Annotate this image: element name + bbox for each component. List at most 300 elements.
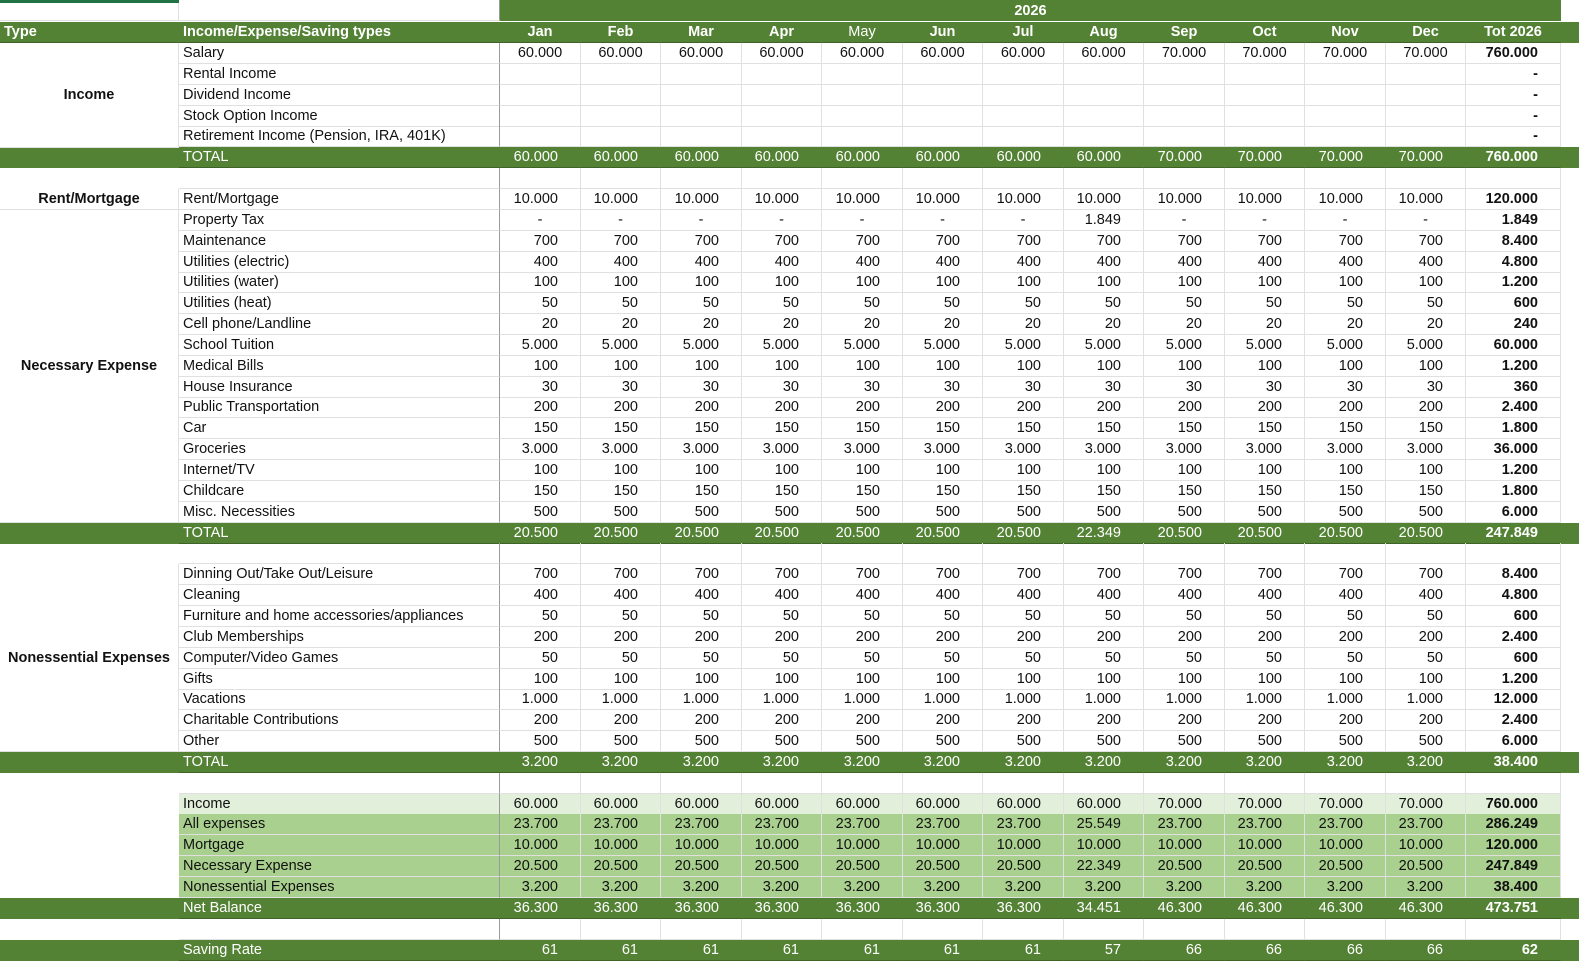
value-cell[interactable]: 100 [1225, 356, 1305, 377]
value-cell[interactable]: - [983, 210, 1064, 231]
value-cell[interactable]: 66 [1305, 940, 1386, 961]
value-cell[interactable]: 5.000 [1064, 335, 1144, 356]
value-cell[interactable]: 200 [742, 710, 822, 731]
value-cell[interactable]: 200 [1064, 710, 1144, 731]
row-total-cell[interactable]: 38.400 [1466, 752, 1561, 773]
value-cell[interactable]: 10.000 [1064, 189, 1144, 210]
value-cell[interactable]: 20 [1064, 314, 1144, 335]
value-cell[interactable] [1064, 64, 1144, 85]
value-cell[interactable]: 30 [983, 377, 1064, 398]
row-label[interactable]: Furniture and home accessories/appliances [179, 606, 500, 627]
value-cell[interactable]: 700 [661, 564, 742, 585]
value-cell[interactable]: 50 [581, 648, 661, 669]
value-cell[interactable]: 61 [742, 940, 822, 961]
value-cell[interactable]: 3.200 [742, 752, 822, 773]
value-cell[interactable]: 500 [983, 502, 1064, 523]
value-cell[interactable] [1225, 126, 1305, 147]
value-cell[interactable]: 200 [903, 627, 983, 648]
value-cell[interactable]: 400 [1144, 585, 1225, 606]
value-cell[interactable]: 20.500 [903, 523, 983, 544]
year-header[interactable]: 2026 [500, 0, 1561, 21]
row-total-cell[interactable]: 600 [1466, 293, 1561, 314]
month-header-nov[interactable]: Nov [1305, 22, 1386, 43]
total-header[interactable]: Tot 2026 [1466, 22, 1561, 43]
row-total-cell[interactable] [1466, 919, 1561, 940]
value-cell[interactable]: 150 [1144, 481, 1225, 502]
value-cell[interactable]: 500 [581, 731, 661, 752]
row-label[interactable]: Mortgage [179, 835, 500, 856]
value-cell[interactable]: 3.200 [903, 877, 983, 898]
value-cell[interactable]: 100 [1144, 356, 1225, 377]
row-total-cell[interactable]: 247.849 [1466, 523, 1561, 544]
value-cell[interactable]: 23.700 [661, 814, 742, 835]
row-label[interactable]: Childcare [179, 481, 500, 502]
value-cell[interactable]: 100 [661, 669, 742, 690]
value-cell[interactable]: 36.300 [742, 898, 822, 919]
value-cell[interactable] [500, 85, 581, 106]
value-cell[interactable]: 150 [903, 418, 983, 439]
value-cell[interactable]: 30 [1386, 377, 1466, 398]
label-header[interactable]: Income/Expense/Saving types [179, 22, 500, 43]
row-total-cell[interactable]: - [1466, 126, 1561, 147]
value-cell[interactable]: 150 [983, 418, 1064, 439]
row-label[interactable]: School Tuition [179, 335, 500, 356]
value-cell[interactable] [1225, 919, 1305, 940]
value-cell[interactable]: - [500, 210, 581, 231]
value-cell[interactable]: 1.000 [742, 689, 822, 710]
value-cell[interactable]: 70.000 [1305, 794, 1386, 815]
value-cell[interactable]: 400 [1386, 252, 1466, 273]
value-cell[interactable]: - [1386, 210, 1466, 231]
value-cell[interactable]: 150 [661, 418, 742, 439]
value-cell[interactable]: 500 [1386, 731, 1466, 752]
value-cell[interactable]: 400 [1144, 252, 1225, 273]
value-cell[interactable] [983, 106, 1064, 127]
value-cell[interactable]: 150 [1386, 481, 1466, 502]
row-total-cell[interactable]: 2.400 [1466, 627, 1561, 648]
value-cell[interactable]: 20.500 [983, 523, 1064, 544]
value-cell[interactable]: 60.000 [742, 43, 822, 64]
value-cell[interactable]: 200 [983, 397, 1064, 418]
row-label[interactable]: Net Balance [179, 898, 500, 919]
value-cell[interactable]: 10.000 [1225, 835, 1305, 856]
value-cell[interactable]: 60.000 [1064, 794, 1144, 815]
value-cell[interactable]: 50 [1144, 606, 1225, 627]
value-cell[interactable]: 3.000 [1305, 439, 1386, 460]
value-cell[interactable]: 200 [903, 397, 983, 418]
row-total-cell[interactable]: 36.000 [1466, 439, 1561, 460]
row-label[interactable]: Vacations [179, 689, 500, 710]
value-cell[interactable] [983, 543, 1064, 564]
value-cell[interactable]: 400 [1305, 252, 1386, 273]
row-label[interactable]: Charitable Contributions [179, 710, 500, 731]
cell-a1[interactable] [0, 0, 179, 21]
value-cell[interactable]: 100 [983, 460, 1064, 481]
value-cell[interactable]: 70.000 [1144, 794, 1225, 815]
value-cell[interactable] [742, 64, 822, 85]
value-cell[interactable]: 60.000 [1064, 43, 1144, 64]
value-cell[interactable]: 400 [1064, 585, 1144, 606]
month-header-dec[interactable]: Dec [1386, 22, 1466, 43]
value-cell[interactable]: 20 [500, 314, 581, 335]
value-cell[interactable] [1386, 126, 1466, 147]
row-total-cell[interactable]: 120.000 [1466, 835, 1561, 856]
row-total-cell[interactable]: 60.000 [1466, 335, 1561, 356]
value-cell[interactable]: 200 [822, 397, 903, 418]
value-cell[interactable]: 200 [1144, 397, 1225, 418]
value-cell[interactable]: 200 [1225, 710, 1305, 731]
row-total-cell[interactable]: 62 [1466, 940, 1561, 961]
value-cell[interactable]: 20.500 [742, 856, 822, 877]
value-cell[interactable]: 10.000 [903, 189, 983, 210]
value-cell[interactable]: 25.549 [1064, 814, 1144, 835]
value-cell[interactable]: 100 [822, 272, 903, 293]
value-cell[interactable]: - [742, 210, 822, 231]
value-cell[interactable] [822, 126, 903, 147]
value-cell[interactable]: 20 [903, 314, 983, 335]
value-cell[interactable]: 3.200 [500, 752, 581, 773]
value-cell[interactable] [661, 543, 742, 564]
value-cell[interactable] [903, 773, 983, 794]
value-cell[interactable]: 60.000 [1064, 147, 1144, 168]
value-cell[interactable]: 100 [1064, 356, 1144, 377]
value-cell[interactable] [822, 773, 903, 794]
value-cell[interactable]: 700 [500, 564, 581, 585]
value-cell[interactable]: 5.000 [661, 335, 742, 356]
value-cell[interactable]: 150 [581, 418, 661, 439]
value-cell[interactable]: 400 [1064, 252, 1144, 273]
value-cell[interactable]: 150 [500, 481, 581, 502]
value-cell[interactable]: 150 [1386, 418, 1466, 439]
value-cell[interactable]: 100 [661, 460, 742, 481]
value-cell[interactable]: 70.000 [1386, 43, 1466, 64]
value-cell[interactable]: 20.500 [903, 856, 983, 877]
value-cell[interactable]: 500 [903, 731, 983, 752]
row-total-cell[interactable] [1466, 543, 1561, 564]
value-cell[interactable] [1225, 106, 1305, 127]
value-cell[interactable] [1144, 919, 1225, 940]
row-total-cell[interactable]: 247.849 [1466, 856, 1561, 877]
value-cell[interactable] [903, 543, 983, 564]
value-cell[interactable] [1225, 168, 1305, 189]
value-cell[interactable]: 10.000 [742, 835, 822, 856]
value-cell[interactable]: 100 [1386, 356, 1466, 377]
value-cell[interactable]: 20.500 [661, 856, 742, 877]
value-cell[interactable]: 50 [1144, 293, 1225, 314]
value-cell[interactable]: 100 [1305, 460, 1386, 481]
value-cell[interactable]: 200 [1064, 627, 1144, 648]
value-cell[interactable]: 60.000 [581, 43, 661, 64]
value-cell[interactable]: 3.000 [903, 439, 983, 460]
value-cell[interactable]: 20.500 [581, 856, 661, 877]
row-label[interactable] [179, 919, 500, 940]
value-cell[interactable] [500, 168, 581, 189]
value-cell[interactable]: 70.000 [1386, 147, 1466, 168]
value-cell[interactable]: 61 [983, 940, 1064, 961]
value-cell[interactable] [661, 64, 742, 85]
value-cell[interactable]: 700 [903, 231, 983, 252]
value-cell[interactable]: 5.000 [983, 335, 1064, 356]
value-cell[interactable] [1144, 773, 1225, 794]
value-cell[interactable]: 3.000 [661, 439, 742, 460]
value-cell[interactable]: 3.200 [500, 877, 581, 898]
value-cell[interactable] [1064, 543, 1144, 564]
value-cell[interactable]: 700 [903, 564, 983, 585]
row-label[interactable] [179, 168, 500, 189]
value-cell[interactable]: 500 [500, 502, 581, 523]
group-rent-mortgage[interactable]: Rent/Mortgage [0, 189, 179, 210]
value-cell[interactable]: 20 [822, 314, 903, 335]
row-total-cell[interactable]: 1.200 [1466, 460, 1561, 481]
value-cell[interactable]: 150 [742, 481, 822, 502]
value-cell[interactable]: 3.200 [983, 752, 1064, 773]
value-cell[interactable]: 400 [983, 585, 1064, 606]
value-cell[interactable]: 22.349 [1064, 856, 1144, 877]
value-cell[interactable] [661, 85, 742, 106]
value-cell[interactable]: 61 [661, 940, 742, 961]
row-total-cell[interactable]: 360 [1466, 377, 1561, 398]
value-cell[interactable] [1225, 64, 1305, 85]
value-cell[interactable] [822, 64, 903, 85]
value-cell[interactable] [742, 168, 822, 189]
value-cell[interactable]: 3.200 [1064, 877, 1144, 898]
value-cell[interactable] [1305, 106, 1386, 127]
value-cell[interactable]: 3.200 [1225, 877, 1305, 898]
value-cell[interactable]: 500 [822, 731, 903, 752]
value-cell[interactable] [1144, 85, 1225, 106]
value-cell[interactable]: 3.200 [1386, 752, 1466, 773]
value-cell[interactable]: 400 [903, 585, 983, 606]
value-cell[interactable]: 100 [661, 272, 742, 293]
value-cell[interactable]: 200 [822, 710, 903, 731]
value-cell[interactable]: 60.000 [903, 43, 983, 64]
value-cell[interactable] [1305, 543, 1386, 564]
value-cell[interactable]: 23.700 [983, 814, 1064, 835]
value-cell[interactable]: 100 [581, 356, 661, 377]
value-cell[interactable]: 100 [1144, 460, 1225, 481]
value-cell[interactable]: 60.000 [742, 147, 822, 168]
value-cell[interactable]: 100 [500, 272, 581, 293]
value-cell[interactable]: 20.500 [581, 523, 661, 544]
value-cell[interactable]: 5.000 [1305, 335, 1386, 356]
row-total-cell[interactable]: 760.000 [1466, 147, 1561, 168]
value-cell[interactable]: 400 [983, 252, 1064, 273]
value-cell[interactable]: 3.200 [661, 752, 742, 773]
month-header-may[interactable]: May [822, 22, 903, 43]
value-cell[interactable]: 150 [500, 418, 581, 439]
row-label[interactable]: Gifts [179, 669, 500, 690]
value-cell[interactable]: 61 [500, 940, 581, 961]
value-cell[interactable]: 10.000 [983, 189, 1064, 210]
value-cell[interactable]: 50 [983, 648, 1064, 669]
value-cell[interactable] [742, 106, 822, 127]
value-cell[interactable]: 10.000 [661, 835, 742, 856]
value-cell[interactable] [581, 85, 661, 106]
value-cell[interactable]: 100 [1144, 669, 1225, 690]
value-cell[interactable]: 46.300 [1386, 898, 1466, 919]
value-cell[interactable]: 700 [1386, 231, 1466, 252]
value-cell[interactable]: 50 [1225, 648, 1305, 669]
value-cell[interactable]: 50 [1225, 293, 1305, 314]
value-cell[interactable]: 3.200 [822, 752, 903, 773]
value-cell[interactable]: 60.000 [983, 43, 1064, 64]
value-cell[interactable]: 60.000 [500, 794, 581, 815]
value-cell[interactable]: 100 [500, 460, 581, 481]
value-cell[interactable]: 400 [500, 252, 581, 273]
value-cell[interactable] [581, 543, 661, 564]
value-cell[interactable]: 20 [661, 314, 742, 335]
value-cell[interactable]: 10.000 [661, 189, 742, 210]
value-cell[interactable]: 1.000 [903, 689, 983, 710]
value-cell[interactable] [1386, 85, 1466, 106]
value-cell[interactable]: 700 [1144, 564, 1225, 585]
value-cell[interactable]: 1.000 [1225, 689, 1305, 710]
value-cell[interactable]: 200 [1144, 627, 1225, 648]
value-cell[interactable] [903, 168, 983, 189]
value-cell[interactable] [581, 919, 661, 940]
row-label[interactable]: TOTAL [179, 147, 500, 168]
cell-b1[interactable] [179, 0, 500, 21]
group-income[interactable]: Income [0, 43, 179, 148]
value-cell[interactable]: 10.000 [1225, 189, 1305, 210]
value-cell[interactable]: 50 [581, 293, 661, 314]
value-cell[interactable]: 700 [1144, 231, 1225, 252]
value-cell[interactable]: 3.000 [500, 439, 581, 460]
value-cell[interactable] [983, 64, 1064, 85]
value-cell[interactable]: 60.000 [581, 794, 661, 815]
row-label[interactable]: Dinning Out/Take Out/Leisure [179, 564, 500, 585]
value-cell[interactable]: 500 [1225, 502, 1305, 523]
value-cell[interactable] [822, 106, 903, 127]
value-cell[interactable] [1386, 919, 1466, 940]
value-cell[interactable]: 3.200 [742, 877, 822, 898]
row-total-cell[interactable]: 1.200 [1466, 356, 1561, 377]
row-total-cell[interactable]: 600 [1466, 648, 1561, 669]
row-total-cell[interactable] [1466, 773, 1561, 794]
value-cell[interactable]: 150 [1225, 418, 1305, 439]
value-cell[interactable]: 200 [983, 710, 1064, 731]
value-cell[interactable]: 60.000 [822, 147, 903, 168]
row-label[interactable]: Car [179, 418, 500, 439]
value-cell[interactable]: 30 [1064, 377, 1144, 398]
row-total-cell[interactable]: 240 [1466, 314, 1561, 335]
value-cell[interactable]: 23.700 [581, 814, 661, 835]
month-header-jun[interactable]: Jun [903, 22, 983, 43]
row-total-cell[interactable]: 1.200 [1466, 669, 1561, 690]
row-label[interactable]: House Insurance [179, 377, 500, 398]
value-cell[interactable]: 100 [742, 669, 822, 690]
value-cell[interactable]: 100 [742, 460, 822, 481]
value-cell[interactable]: 36.300 [661, 898, 742, 919]
value-cell[interactable]: 100 [903, 356, 983, 377]
value-cell[interactable] [742, 543, 822, 564]
value-cell[interactable]: 100 [1064, 669, 1144, 690]
value-cell[interactable]: 400 [661, 252, 742, 273]
value-cell[interactable]: 400 [1225, 585, 1305, 606]
value-cell[interactable]: 10.000 [1305, 835, 1386, 856]
value-cell[interactable]: 20.500 [1225, 856, 1305, 877]
value-cell[interactable]: 3.200 [1144, 752, 1225, 773]
row-total-cell[interactable]: 1.200 [1466, 272, 1561, 293]
row-label[interactable]: Income [179, 794, 500, 815]
value-cell[interactable]: 30 [1225, 377, 1305, 398]
value-cell[interactable]: 700 [1064, 564, 1144, 585]
value-cell[interactable]: 3.000 [822, 439, 903, 460]
value-cell[interactable]: 100 [742, 356, 822, 377]
value-cell[interactable]: 500 [983, 731, 1064, 752]
value-cell[interactable]: 3.200 [1305, 752, 1386, 773]
row-label[interactable]: Stock Option Income [179, 106, 500, 127]
value-cell[interactable]: 500 [1225, 731, 1305, 752]
value-cell[interactable]: 20.500 [1144, 856, 1225, 877]
value-cell[interactable]: 66 [1225, 940, 1305, 961]
value-cell[interactable]: 200 [1064, 397, 1144, 418]
value-cell[interactable]: 30 [742, 377, 822, 398]
value-cell[interactable]: 150 [1064, 481, 1144, 502]
value-cell[interactable]: 400 [903, 252, 983, 273]
value-cell[interactable]: 50 [822, 606, 903, 627]
value-cell[interactable] [1144, 168, 1225, 189]
value-cell[interactable]: 60.000 [661, 147, 742, 168]
value-cell[interactable]: 100 [983, 356, 1064, 377]
value-cell[interactable]: 60.000 [903, 794, 983, 815]
row-total-cell[interactable]: 2.400 [1466, 397, 1561, 418]
value-cell[interactable]: 100 [903, 460, 983, 481]
row-label[interactable]: Necessary Expense [179, 856, 500, 877]
value-cell[interactable]: 100 [983, 669, 1064, 690]
row-total-cell[interactable]: 600 [1466, 606, 1561, 627]
value-cell[interactable] [581, 773, 661, 794]
value-cell[interactable]: 200 [661, 397, 742, 418]
value-cell[interactable]: 23.700 [1144, 814, 1225, 835]
row-total-cell[interactable]: 1.849 [1466, 210, 1561, 231]
month-header-mar[interactable]: Mar [661, 22, 742, 43]
value-cell[interactable]: 20 [742, 314, 822, 335]
value-cell[interactable] [903, 64, 983, 85]
value-cell[interactable]: 500 [742, 502, 822, 523]
value-cell[interactable]: 100 [903, 669, 983, 690]
value-cell[interactable]: 200 [500, 627, 581, 648]
row-total-cell[interactable]: - [1466, 85, 1561, 106]
value-cell[interactable]: 100 [500, 356, 581, 377]
row-label[interactable]: TOTAL [179, 752, 500, 773]
value-cell[interactable]: 100 [581, 460, 661, 481]
value-cell[interactable]: 200 [1386, 627, 1466, 648]
value-cell[interactable]: 100 [661, 356, 742, 377]
value-cell[interactable] [661, 773, 742, 794]
value-cell[interactable]: - [903, 210, 983, 231]
value-cell[interactable]: 60.000 [500, 147, 581, 168]
value-cell[interactable]: 3.200 [581, 752, 661, 773]
value-cell[interactable]: 50 [581, 606, 661, 627]
value-cell[interactable]: 400 [661, 585, 742, 606]
value-cell[interactable]: 3.000 [1064, 439, 1144, 460]
value-cell[interactable]: 400 [1386, 585, 1466, 606]
row-total-cell[interactable]: 4.800 [1466, 585, 1561, 606]
month-header-sep[interactable]: Sep [1144, 22, 1225, 43]
value-cell[interactable]: 200 [581, 627, 661, 648]
value-cell[interactable]: 10.000 [1386, 835, 1466, 856]
value-cell[interactable]: 60.000 [983, 147, 1064, 168]
value-cell[interactable]: 100 [1305, 669, 1386, 690]
value-cell[interactable] [581, 64, 661, 85]
value-cell[interactable]: 30 [1144, 377, 1225, 398]
value-cell[interactable]: 10.000 [822, 189, 903, 210]
group-necessary-expense[interactable]: Necessary Expense [0, 210, 179, 523]
row-label[interactable]: Rental Income [179, 64, 500, 85]
row-label[interactable]: Saving Rate [179, 940, 500, 961]
value-cell[interactable]: 20 [1305, 314, 1386, 335]
